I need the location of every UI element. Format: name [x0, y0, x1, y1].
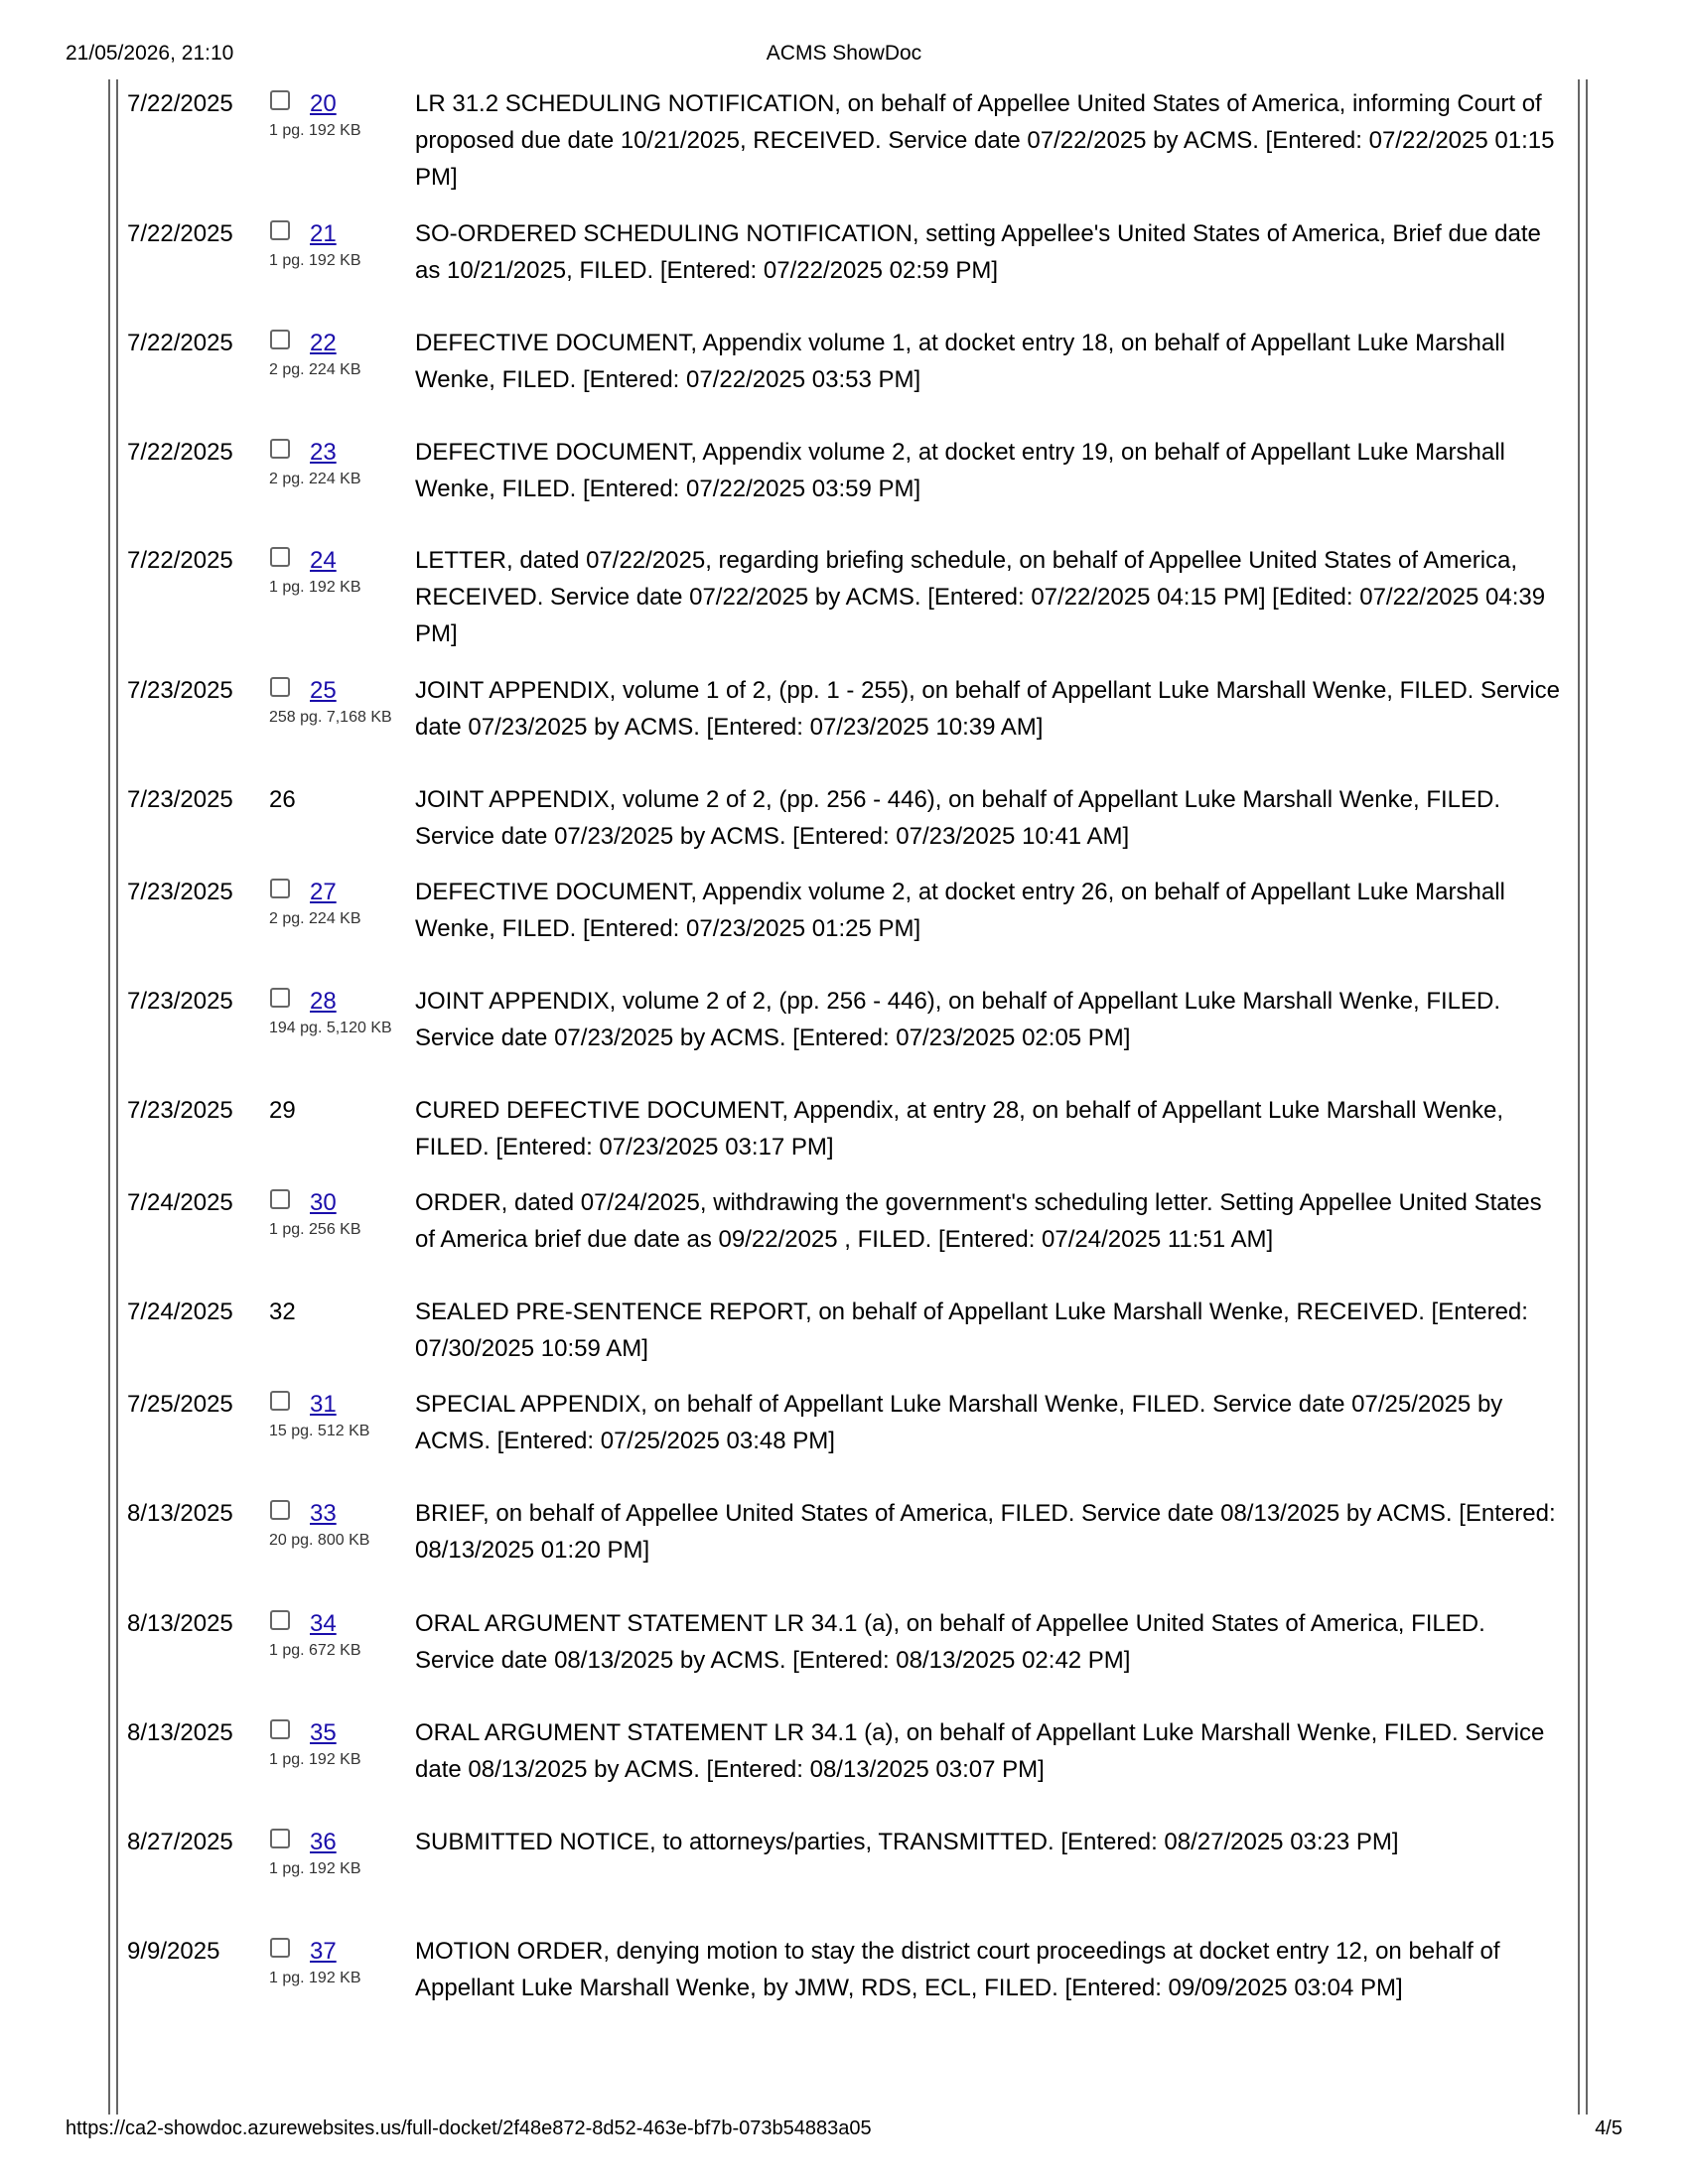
entry-document-link[interactable]: 24 [310, 547, 337, 574]
entry-description: SO-ORDERED SCHEDULING NOTIFICATION, setting Appellee's United States of America, Brief due date as 10/21/2025, FILED. [Entered: 07/22/2025 02:59 PM] [415, 220, 1541, 284]
entry-document-link[interactable]: 22 [310, 330, 337, 356]
entry-document-link[interactable]: 35 [310, 1719, 337, 1746]
page-title: ACMS ShowDoc [766, 42, 922, 65]
entry-date: 8/13/2025 [127, 1719, 233, 1746]
entry-document-link[interactable]: 34 [310, 1610, 337, 1637]
entry-doc-size: 20 pg. 800 KB [269, 1532, 370, 1549]
entry-description: JOINT APPENDIX, volume 2 of 2, (pp. 256 - 446), on behalf of Appellant Luke Marshall Wenke, FILED. Service date 07/23/2025 by ACMS. [Entered: 07/23/2025 02:05 PM] [415, 988, 1501, 1051]
entry-select-checkbox[interactable] [270, 90, 290, 110]
entry-doc-size: 1 pg. 192 KB [269, 252, 361, 269]
entry-date: 7/25/2025 [127, 1391, 233, 1418]
entry-date: 7/23/2025 [127, 786, 233, 813]
page-url: https://ca2-showdoc.azurewebsites.us/full-docket/2f48e872-8d52-463e-bf7b-073b54883a05 [66, 2117, 872, 2139]
entry-document-link[interactable]: 31 [310, 1391, 337, 1418]
entry-doc-size: 258 pg. 7,168 KB [269, 709, 392, 726]
entry-date: 9/9/2025 [127, 1938, 220, 1965]
entry-date: 7/22/2025 [127, 90, 233, 117]
left-border-line [108, 79, 110, 2115]
entry-doc-size: 2 pg. 224 KB [269, 910, 361, 927]
entry-description: DEFECTIVE DOCUMENT, Appendix volume 2, at docket entry 19, on behalf of Appellant Luke Marshall Wenke, FILED. [Entered: 07/22/2025 03:59 PM] [415, 439, 1505, 502]
entry-date: 7/24/2025 [127, 1189, 233, 1216]
entry-select-checkbox[interactable] [270, 1938, 290, 1958]
entry-document-link[interactable]: 20 [310, 90, 337, 117]
right-border-line [1578, 79, 1580, 2115]
entry-description: SPECIAL APPENDIX, on behalf of Appellant Luke Marshall Wenke, FILED. Service date 07/25/2025 by ACMS. [Entered: 07/25/2025 03:48 PM] [415, 1391, 1503, 1454]
entry-date: 7/23/2025 [127, 879, 233, 905]
entry-select-checkbox[interactable] [270, 677, 290, 697]
entry-select-checkbox[interactable] [270, 1500, 290, 1520]
entry-document-link[interactable]: 37 [310, 1938, 337, 1965]
entry-document-link[interactable]: 21 [310, 220, 337, 247]
entry-description: BRIEF, on behalf of Appellee United States of America, FILED. Service date 08/13/2025 by ACMS. [Entered: 08/13/2025 01:20 PM] [415, 1500, 1556, 1564]
entry-date: 7/22/2025 [127, 439, 233, 466]
entry-doc-size: 194 pg. 5,120 KB [269, 1020, 392, 1036]
entry-document-link[interactable]: 27 [310, 879, 337, 905]
entry-document-link[interactable]: 30 [310, 1189, 337, 1216]
entry-doc-size: 1 pg. 192 KB [269, 122, 361, 139]
entry-number: 32 [269, 1298, 296, 1325]
entry-doc-size: 1 pg. 192 KB [269, 1970, 361, 1986]
entry-description: ORAL ARGUMENT STATEMENT LR 34.1 (a), on behalf of Appellee United States of America, FILED. Service date 08/13/2025 by ACMS. [Entered: 08/13/2025 02:42 PM] [415, 1610, 1485, 1674]
entry-number: 29 [269, 1097, 296, 1124]
entry-select-checkbox[interactable] [270, 1829, 290, 1848]
entry-document-link[interactable]: 28 [310, 988, 337, 1015]
entry-doc-size: 1 pg. 672 KB [269, 1642, 361, 1659]
entry-date: 7/23/2025 [127, 1097, 233, 1124]
entry-select-checkbox[interactable] [270, 439, 290, 459]
entry-document-link[interactable]: 23 [310, 439, 337, 466]
entry-doc-size: 2 pg. 224 KB [269, 471, 361, 487]
entry-description: LR 31.2 SCHEDULING NOTIFICATION, on behalf of Appellee United States of America, informing Court of proposed due date 10/21/2025, RECEIVED. Service date 07/22/2025 by ACMS. [Entered: 07/22/2025 01:15 PM] [415, 90, 1555, 191]
entry-document-link[interactable]: 25 [310, 677, 337, 704]
entry-description: JOINT APPENDIX, volume 2 of 2, (pp. 256 - 446), on behalf of Appellant Luke Marshall Wenke, FILED. Service date 07/23/2025 by ACMS. [Entered: 07/23/2025 10:41 AM] [415, 786, 1501, 850]
entry-document-link[interactable]: 33 [310, 1500, 337, 1527]
entry-doc-size: 2 pg. 224 KB [269, 361, 361, 378]
entry-doc-size: 1 pg. 256 KB [269, 1221, 361, 1238]
entry-description: DEFECTIVE DOCUMENT, Appendix volume 1, at docket entry 18, on behalf of Appellant Luke Marshall Wenke, FILED. [Entered: 07/22/2025 03:53 PM] [415, 330, 1505, 393]
entry-select-checkbox[interactable] [270, 1610, 290, 1630]
entry-select-checkbox[interactable] [270, 879, 290, 898]
entry-document-link[interactable]: 36 [310, 1829, 337, 1855]
entry-date: 8/27/2025 [127, 1829, 233, 1855]
entry-date: 7/22/2025 [127, 547, 233, 574]
entry-date: 7/23/2025 [127, 988, 233, 1015]
entry-date: 7/22/2025 [127, 220, 233, 247]
entry-doc-size: 15 pg. 512 KB [269, 1423, 370, 1439]
entry-select-checkbox[interactable] [270, 220, 290, 240]
entry-date: 8/13/2025 [127, 1500, 233, 1527]
entry-date: 7/24/2025 [127, 1298, 233, 1325]
print-datetime: 21/05/2026, 21:10 [66, 42, 234, 65]
entry-select-checkbox[interactable] [270, 1189, 290, 1209]
entry-description: MOTION ORDER, denying motion to stay the district court proceedings at docket entry 12, on behalf of Appellant Luke Marshall Wenke, by JMW, RDS, ECL, FILED. [Entered: 09/09/2025 03:04 PM] [415, 1938, 1500, 2001]
entry-description: DEFECTIVE DOCUMENT, Appendix volume 2, at docket entry 26, on behalf of Appellant Luke Marshall Wenke, FILED. [Entered: 07/23/2025 01:25 PM] [415, 879, 1505, 942]
entry-description: LETTER, dated 07/22/2025, regarding briefing schedule, on behalf of Appellee United States of America, RECEIVED. Service date 07/22/2025 by ACMS. [Entered: 07/22/2025 04:15 PM] [Edited: 07/22/2025 04:39 PM] [415, 547, 1546, 647]
entry-select-checkbox[interactable] [270, 547, 290, 567]
page-number: 4/5 [1595, 2117, 1622, 2139]
left-border-line [116, 79, 118, 2115]
entry-date: 7/23/2025 [127, 677, 233, 704]
entry-number: 26 [269, 786, 296, 813]
entry-select-checkbox[interactable] [270, 330, 290, 349]
entry-select-checkbox[interactable] [270, 1391, 290, 1411]
entry-description: JOINT APPENDIX, volume 1 of 2, (pp. 1 - 255), on behalf of Appellant Luke Marshall Wenke, FILED. Service date 07/23/2025 by ACMS. [Entered: 07/23/2025 10:39 AM] [415, 677, 1561, 741]
entry-select-checkbox[interactable] [270, 1719, 290, 1739]
entry-date: 8/13/2025 [127, 1610, 233, 1637]
entry-doc-size: 1 pg. 192 KB [269, 579, 361, 596]
entry-description: SEALED PRE-SENTENCE REPORT, on behalf of Appellant Luke Marshall Wenke, RECEIVED. [Entered: 07/30/2025 10:59 AM] [415, 1298, 1528, 1362]
entry-description: SUBMITTED NOTICE, to attorneys/parties, TRANSMITTED. [Entered: 08/27/2025 03:23 PM] [415, 1829, 1399, 1855]
entry-description: ORDER, dated 07/24/2025, withdrawing the government's scheduling letter. Setting Appellee United States of America brief due date as 09/22/2025 , FILED. [Entered: 07/24/2025 11:51 AM] [415, 1189, 1542, 1253]
entry-description: ORAL ARGUMENT STATEMENT LR 34.1 (a), on behalf of Appellant Luke Marshall Wenke, FILED. Service date 08/13/2025 by ACMS. [Entered: 08/13/2025 03:07 PM] [415, 1719, 1545, 1783]
entry-date: 7/22/2025 [127, 330, 233, 356]
entry-doc-size: 1 pg. 192 KB [269, 1860, 361, 1877]
entry-select-checkbox[interactable] [270, 988, 290, 1008]
entry-doc-size: 1 pg. 192 KB [269, 1751, 361, 1768]
right-border-line [1586, 79, 1588, 2115]
entry-description: CURED DEFECTIVE DOCUMENT, Appendix, at entry 28, on behalf of Appellant Luke Marshall Wenke, FILED. [Entered: 07/23/2025 03:17 PM] [415, 1097, 1504, 1160]
